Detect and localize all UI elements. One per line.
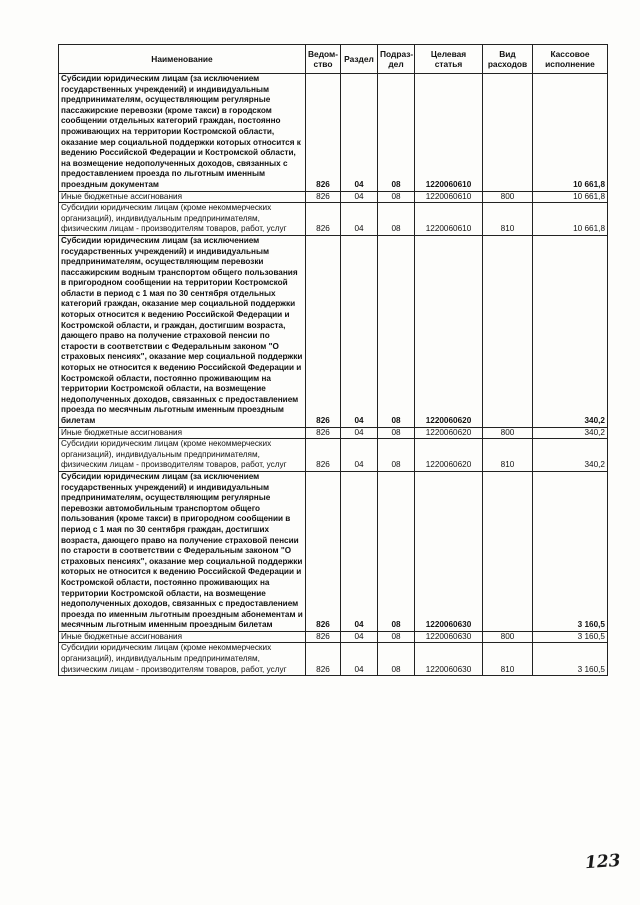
cell-amount: 3 160,5 [533, 643, 608, 676]
cell-target: 1220060620 [415, 439, 483, 472]
budget-table [58, 44, 608, 676]
cell-amount: 340,2 [533, 235, 608, 427]
cell-name: Субсидии юридическим лицам (кроме некоммерческих организаций), индивидуальным предпринимателям, физическим лицам - производителям товаров, работ, услуг [59, 203, 306, 236]
cell-section: 04 [341, 191, 378, 203]
cell-dept: 826 [306, 427, 341, 439]
cell-exp-type: 810 [483, 203, 533, 236]
cell-dept: 826 [306, 203, 341, 236]
cell-name: Иные бюджетные ассигнования [59, 427, 306, 439]
cell-subsection: 08 [378, 631, 415, 643]
cell-subsection: 08 [378, 439, 415, 472]
table-row [59, 631, 608, 643]
cell-exp-type [483, 471, 533, 631]
cell-amount: 3 160,5 [533, 471, 608, 631]
cell-section: 04 [341, 643, 378, 676]
cell-dept: 826 [306, 74, 341, 192]
page-number: 123 [584, 850, 622, 874]
table-row [59, 439, 608, 472]
cell-exp-type: 810 [483, 643, 533, 676]
cell-dept: 826 [306, 439, 341, 472]
cell-target: 1220060620 [415, 235, 483, 427]
cell-name: Субсидии юридическим лицам (за исключением государственных учреждений) и индивидуальным предпринимателям, осуществляющим регулярные пассажирские перевозки (кроме такси) в городском сообщении отдельных категорий граждан, постоянно проживающих на территории Костромской области, оказание мер социальной поддержки которых относится к ведению Российской Федерации и Костромской области, на возмещение недополученных доходов, связанных с предоставлением проезда по льготным именным проездным документам [59, 74, 306, 192]
table-row [59, 235, 608, 427]
table-row [59, 427, 608, 439]
cell-target: 1220060610 [415, 203, 483, 236]
cell-name: Субсидии юридическим лицам (кроме некоммерческих организаций), индивидуальным предпринимателям, физическим лицам - производителям товаров, работ, услуг [59, 643, 306, 676]
cell-section: 04 [341, 631, 378, 643]
cell-section: 04 [341, 439, 378, 472]
cell-exp-type [483, 74, 533, 192]
table-body [59, 74, 608, 676]
header-subsection: Подраз- дел [378, 45, 415, 74]
cell-dept: 826 [306, 631, 341, 643]
cell-subsection: 08 [378, 235, 415, 427]
cell-name: Иные бюджетные ассигнования [59, 191, 306, 203]
cell-subsection: 08 [378, 191, 415, 203]
cell-exp-type: 800 [483, 191, 533, 203]
cell-target: 1220060610 [415, 191, 483, 203]
cell-amount: 10 661,8 [533, 191, 608, 203]
cell-amount: 10 661,8 [533, 74, 608, 192]
table-row [59, 203, 608, 236]
cell-subsection: 08 [378, 643, 415, 676]
cell-dept: 826 [306, 235, 341, 427]
table-row [59, 471, 608, 631]
cell-exp-type: 810 [483, 439, 533, 472]
cell-amount: 340,2 [533, 439, 608, 472]
cell-target: 1220060630 [415, 471, 483, 631]
cell-amount: 340,2 [533, 427, 608, 439]
cell-section: 04 [341, 427, 378, 439]
table-row [59, 74, 608, 192]
cell-subsection: 08 [378, 74, 415, 192]
cell-subsection: 08 [378, 471, 415, 631]
header-dept: Ведом- ство [306, 45, 341, 74]
cell-dept: 826 [306, 643, 341, 676]
cell-exp-type: 800 [483, 631, 533, 643]
cell-name: Субсидии юридическим лицам (за исключением государственных учреждений) и индивидуальным предпринимателям, осуществляющим перевозки пассажирским водным транспортом общего пользования в пригородном сообщении на территории Костромской области в период с 1 мая по 30 сентября отдельных категорий граждан, оказание мер социальной поддержки которых относится к ведению Российской Федерации и Костромской области, и граждан, достигшим возраста, дающего право на получение страховой пенсии по старости в соответствии с Федеральным законом "О страховых пенсиях", оказание мер социальной поддержки которых не относится к ведению Российской Федерации и Костромской области, постоянно проживающим на территории Костромской области, на возмещение недополученных доходов, связанных с предоставлением проезда по месячным льготным именным проездным билетам [59, 235, 306, 427]
cell-name: Иные бюджетные ассигнования [59, 631, 306, 643]
table-row [59, 643, 608, 676]
cell-dept: 826 [306, 471, 341, 631]
cell-section: 04 [341, 471, 378, 631]
cell-dept: 826 [306, 191, 341, 203]
cell-target: 1220060630 [415, 631, 483, 643]
cell-amount: 3 160,5 [533, 631, 608, 643]
cell-subsection: 08 [378, 203, 415, 236]
cell-amount: 10 661,8 [533, 203, 608, 236]
header-target: Целевая статья [415, 45, 483, 74]
cell-exp-type [483, 235, 533, 427]
cell-section: 04 [341, 235, 378, 427]
cell-name: Субсидии юридическим лицам (кроме некоммерческих организаций), индивидуальным предпринимателям, физическим лицам - производителям товаров, работ, услуг [59, 439, 306, 472]
table-row [59, 191, 608, 203]
header-name: Наименование [59, 45, 306, 74]
header-exp-type: Вид расходов [483, 45, 533, 74]
header-section: Раздел [341, 45, 378, 74]
cell-target: 1220060610 [415, 74, 483, 192]
cell-target: 1220060630 [415, 643, 483, 676]
cell-section: 04 [341, 203, 378, 236]
header-execution: Кассовое исполнение [533, 45, 608, 74]
cell-exp-type: 800 [483, 427, 533, 439]
cell-section: 04 [341, 74, 378, 192]
cell-target: 1220060620 [415, 427, 483, 439]
table-header-row [59, 45, 608, 74]
cell-subsection: 08 [378, 427, 415, 439]
cell-name: Субсидии юридическим лицам (за исключением государственных учреждений) и индивидуальным предпринимателям, осуществляющим регулярные перевозки автомобильным транспортом общего пользования (кроме такси) в пригородном сообщении в период с 1 мая по 30 сентября граждан, достигших возраста, дающего право на получение страховой пенсии по старости в соответствии с Федеральным законом "О страховых пенсиях", оказание мер социальной поддержки которых не относится к ведению Российской Федерации и Костромской области, постоянно проживающих на территории Костромской области, на возмещение недополученных доходов, связанных с предоставлением проезда по именным льготным проездным абонементам и месячным льготным именным проездным билетам [59, 471, 306, 631]
